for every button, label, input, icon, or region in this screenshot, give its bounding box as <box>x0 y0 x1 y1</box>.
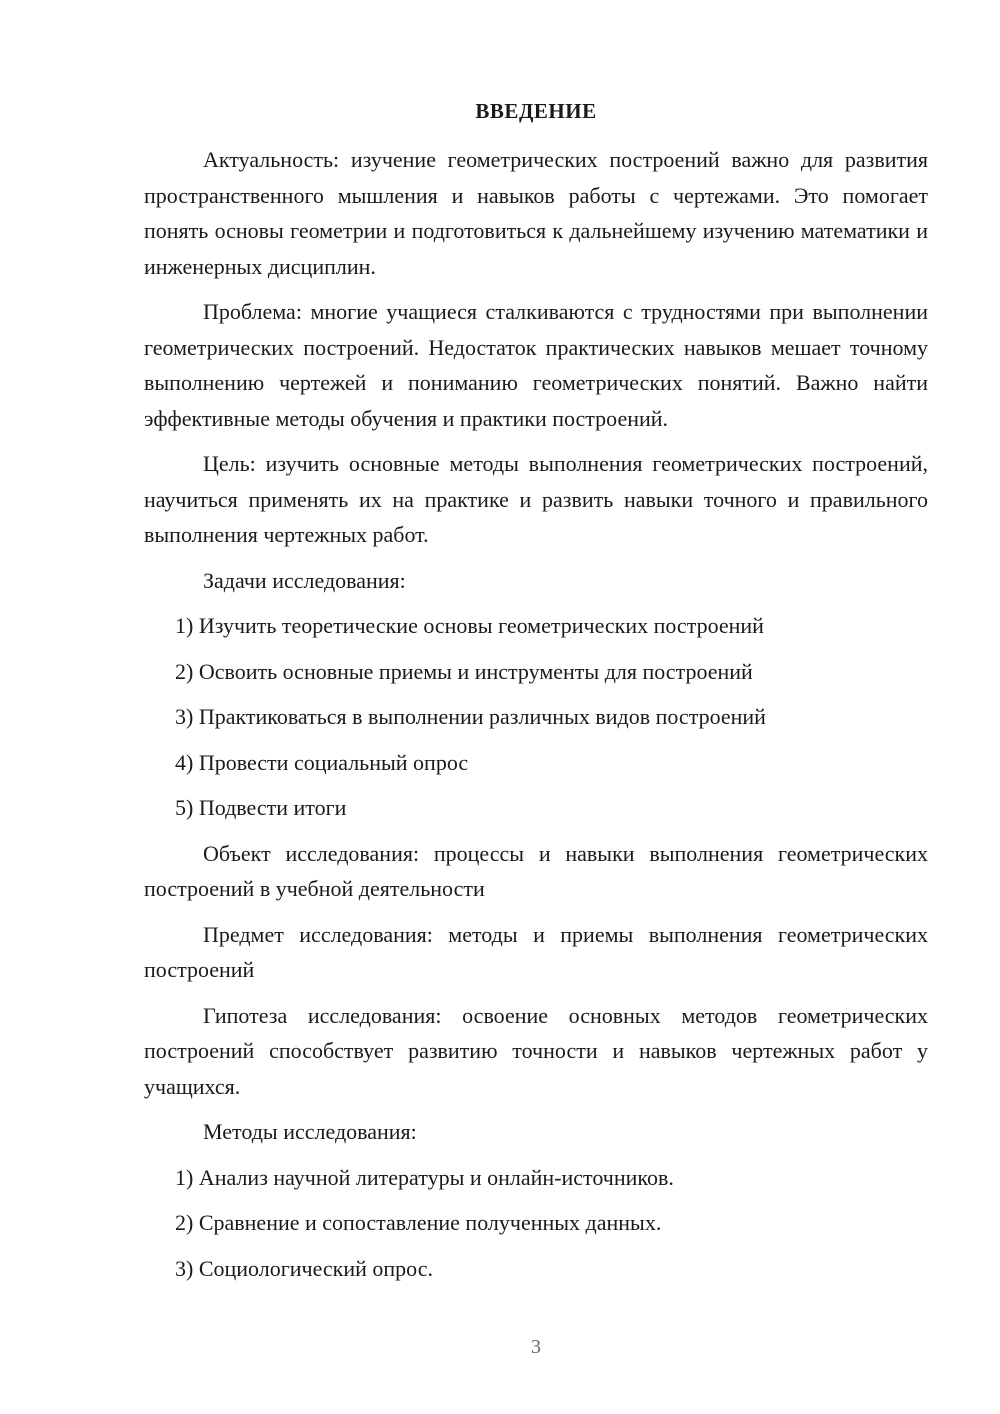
method-item: 2) Сравнение и сопоставление полученных данных. <box>175 1210 662 1235</box>
hypothesis-paragraph: Гипотеза исследования: освоение основных методов геометрических построений способствует развитию точности и навыков чертежных работ у учащихся. <box>144 1002 928 1099</box>
goal-paragraph: Цель: изучить основные методы выполнения геометрических построений, научиться применять их на практике и развить навыки точного и правильного выполнения чертежных работ. <box>144 451 928 547</box>
task-item: 4) Провести социальный опрос <box>175 749 469 775</box>
method-item: 3) Социологический опрос. <box>175 1255 433 1281</box>
task-item: 5) Подвести итоги <box>175 795 347 820</box>
method-item: 1) Анализ научной литературы и онлайн-источников. <box>175 1164 674 1190</box>
problem-paragraph: Проблема: многие учащиеся сталкиваются с трудностями при выполнении геометрических построений. Недостаток практических навыков мешает точному выполнению чертежей и пониманию геометрических понятий. Важно найти эффективные методы обучения и практики построений. <box>144 299 928 431</box>
object-paragraph: Объект исследования: процессы и навыки выполнения геометрических построений в учебной деятельности <box>144 840 928 901</box>
task-item: 2) Освоить основные приемы и инструменты для построений <box>175 658 753 684</box>
page-number: 3 <box>531 1336 541 1358</box>
tasks-heading: Задачи исследования: <box>203 567 406 593</box>
relevance-paragraph: Актуальность: изучение геометрических построений важно для развития пространственного мышления и навыков работы с чертежами. Это помогает понять основы геометрии и подготовиться к дальнейшему изучению математики и инженерных дисциплин. <box>144 147 928 279</box>
page-title: ВВЕДЕНИЕ <box>475 99 597 123</box>
task-item: 3) Практиковаться в выполнении различных видов построений <box>175 704 766 729</box>
methods-heading: Методы исследования: <box>203 1119 417 1144</box>
task-item: 1) Изучить теоретические основы геометрических построений <box>175 613 764 638</box>
subject-paragraph: Предмет исследования: методы и приемы выполнения геометрических построений <box>144 921 928 982</box>
page-body <box>144 142 928 1296</box>
